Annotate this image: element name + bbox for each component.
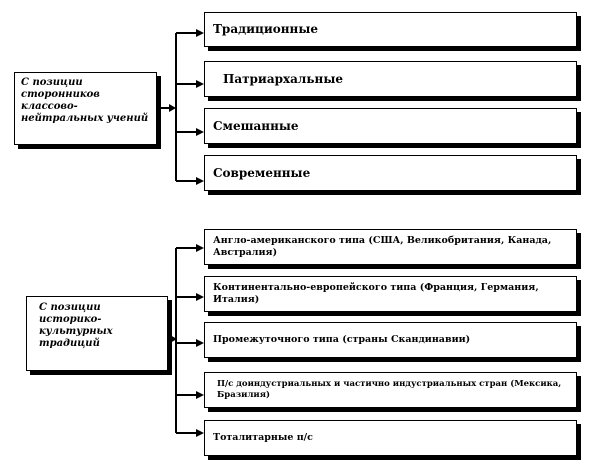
target-label: Англо-американского типа (США, Великобритания, Канада, Австралия) xyxy=(213,235,552,258)
source-box-class-neutral xyxy=(14,72,157,145)
target-label: П/с доиндустриальных и частично индустриальных стран (Мексика, Бразилия) xyxy=(217,379,562,400)
target-box-preindustrial xyxy=(204,372,577,408)
target-box-patriarchal xyxy=(204,61,577,97)
target-label: Смешанные xyxy=(213,118,299,133)
target-label: Традиционные xyxy=(213,22,318,36)
target-box-continental-european xyxy=(204,276,577,312)
target-box-totalitarian xyxy=(204,420,577,456)
target-label: Промежуточного типа (страны Скандинавии) xyxy=(213,334,471,345)
target-label: Патриархальные xyxy=(223,71,343,86)
target-box-traditional xyxy=(204,12,577,47)
target-box-modern xyxy=(204,155,577,191)
target-label: Тоталитарные п/с xyxy=(213,432,313,443)
source-label: С позиции историко-культурных традиций xyxy=(39,302,113,349)
target-box-anglo-american xyxy=(204,229,577,265)
target-box-intermediate xyxy=(204,322,577,358)
source-label: С позиции сторонников классово-нейтральных учений xyxy=(21,77,149,124)
target-box-mixed xyxy=(204,108,577,144)
target-label: Современные xyxy=(213,165,311,180)
source-box-historical-cultural xyxy=(26,296,168,371)
target-label: Континентально-европейского типа (Франция, Германия, Италия) xyxy=(213,282,539,305)
